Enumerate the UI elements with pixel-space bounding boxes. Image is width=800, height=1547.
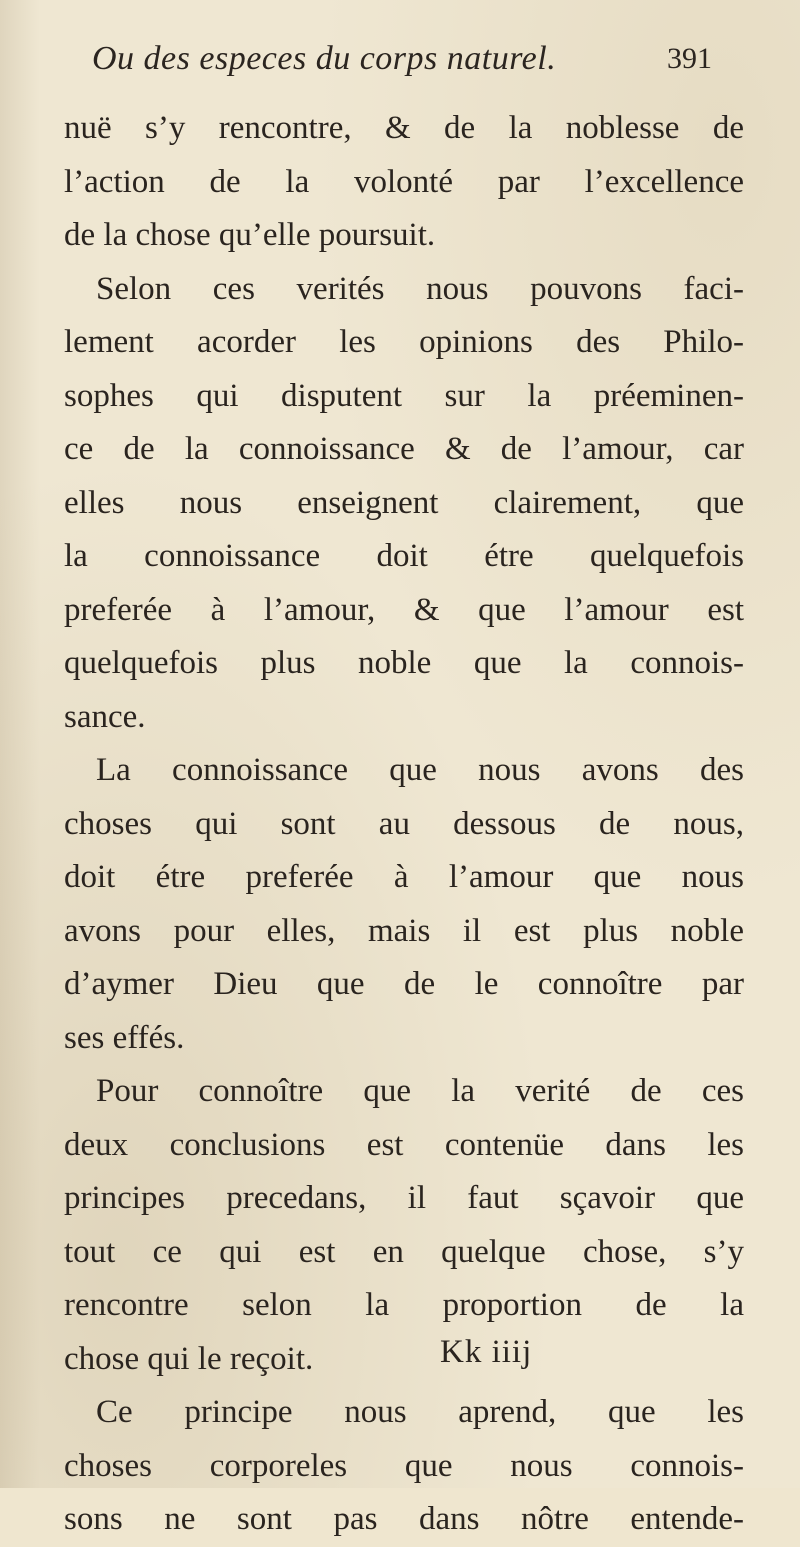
- text-line: Pour connoître que la verité de ces: [96, 1073, 744, 1109]
- text-line: l’action de la volonté par l’excellence: [64, 163, 744, 200]
- text-line: avons pour elles, mais il est plus noble: [64, 912, 744, 949]
- text-line: de la chose qu’elle poursuit.: [64, 217, 436, 253]
- text-line: sance.: [64, 698, 146, 735]
- text-line: rencontre selon la proportion de la: [64, 1287, 744, 1323]
- text-line: principes precedans, il faut sçavoir que: [64, 1180, 744, 1216]
- text-line: tout ce qui est en quelque chose, s’y: [64, 1233, 744, 1270]
- text-line: la connoissance doit étre quelquefois: [64, 538, 744, 574]
- text-line: lement acorder les opinions des Philo-: [64, 324, 744, 360]
- text-line: d’aymer Dieu que de le connoître par: [64, 966, 744, 1002]
- body-text: [64, 102, 744, 1547]
- text-line: Selon ces verités nous pouvons faci-: [96, 270, 744, 307]
- text-line: sophes qui disputent sur la préeminen-: [64, 377, 744, 414]
- signature-mark: Kk iiij: [440, 1334, 533, 1370]
- text-line: ce de la connoissance & de l’amour, car: [64, 431, 744, 467]
- text-line: choses qui sont au dessous de nous,: [64, 805, 744, 842]
- text-line: Ce principe nous aprend, que les: [96, 1394, 744, 1430]
- running-title: Ou des especes du corps naturel.: [92, 40, 557, 77]
- text-line: sons ne sont pas dans nôtre entende-: [64, 1501, 744, 1537]
- text-line: doit étre preferée à l’amour que nous: [64, 859, 744, 895]
- text-line: preferée à l’amour, & que l’amour est: [64, 591, 744, 628]
- text-line: nuë s’y rencontre, & de la noblesse de: [64, 110, 744, 146]
- running-head: [92, 40, 712, 96]
- page-number: 391: [667, 42, 712, 75]
- text-line: quelquefois plus noble que la connois-: [64, 645, 744, 681]
- text-line: deux conclusions est contenüe dans les: [64, 1126, 744, 1163]
- text-line: elles nous enseignent clairement, que: [64, 484, 744, 521]
- text-line: La connoissance que nous avons des: [96, 752, 744, 788]
- text-line: ses effés.: [64, 1019, 185, 1056]
- text-line: chose qui le reçoit.: [64, 1340, 314, 1377]
- text-line: choses corporeles que nous connois-: [64, 1447, 744, 1484]
